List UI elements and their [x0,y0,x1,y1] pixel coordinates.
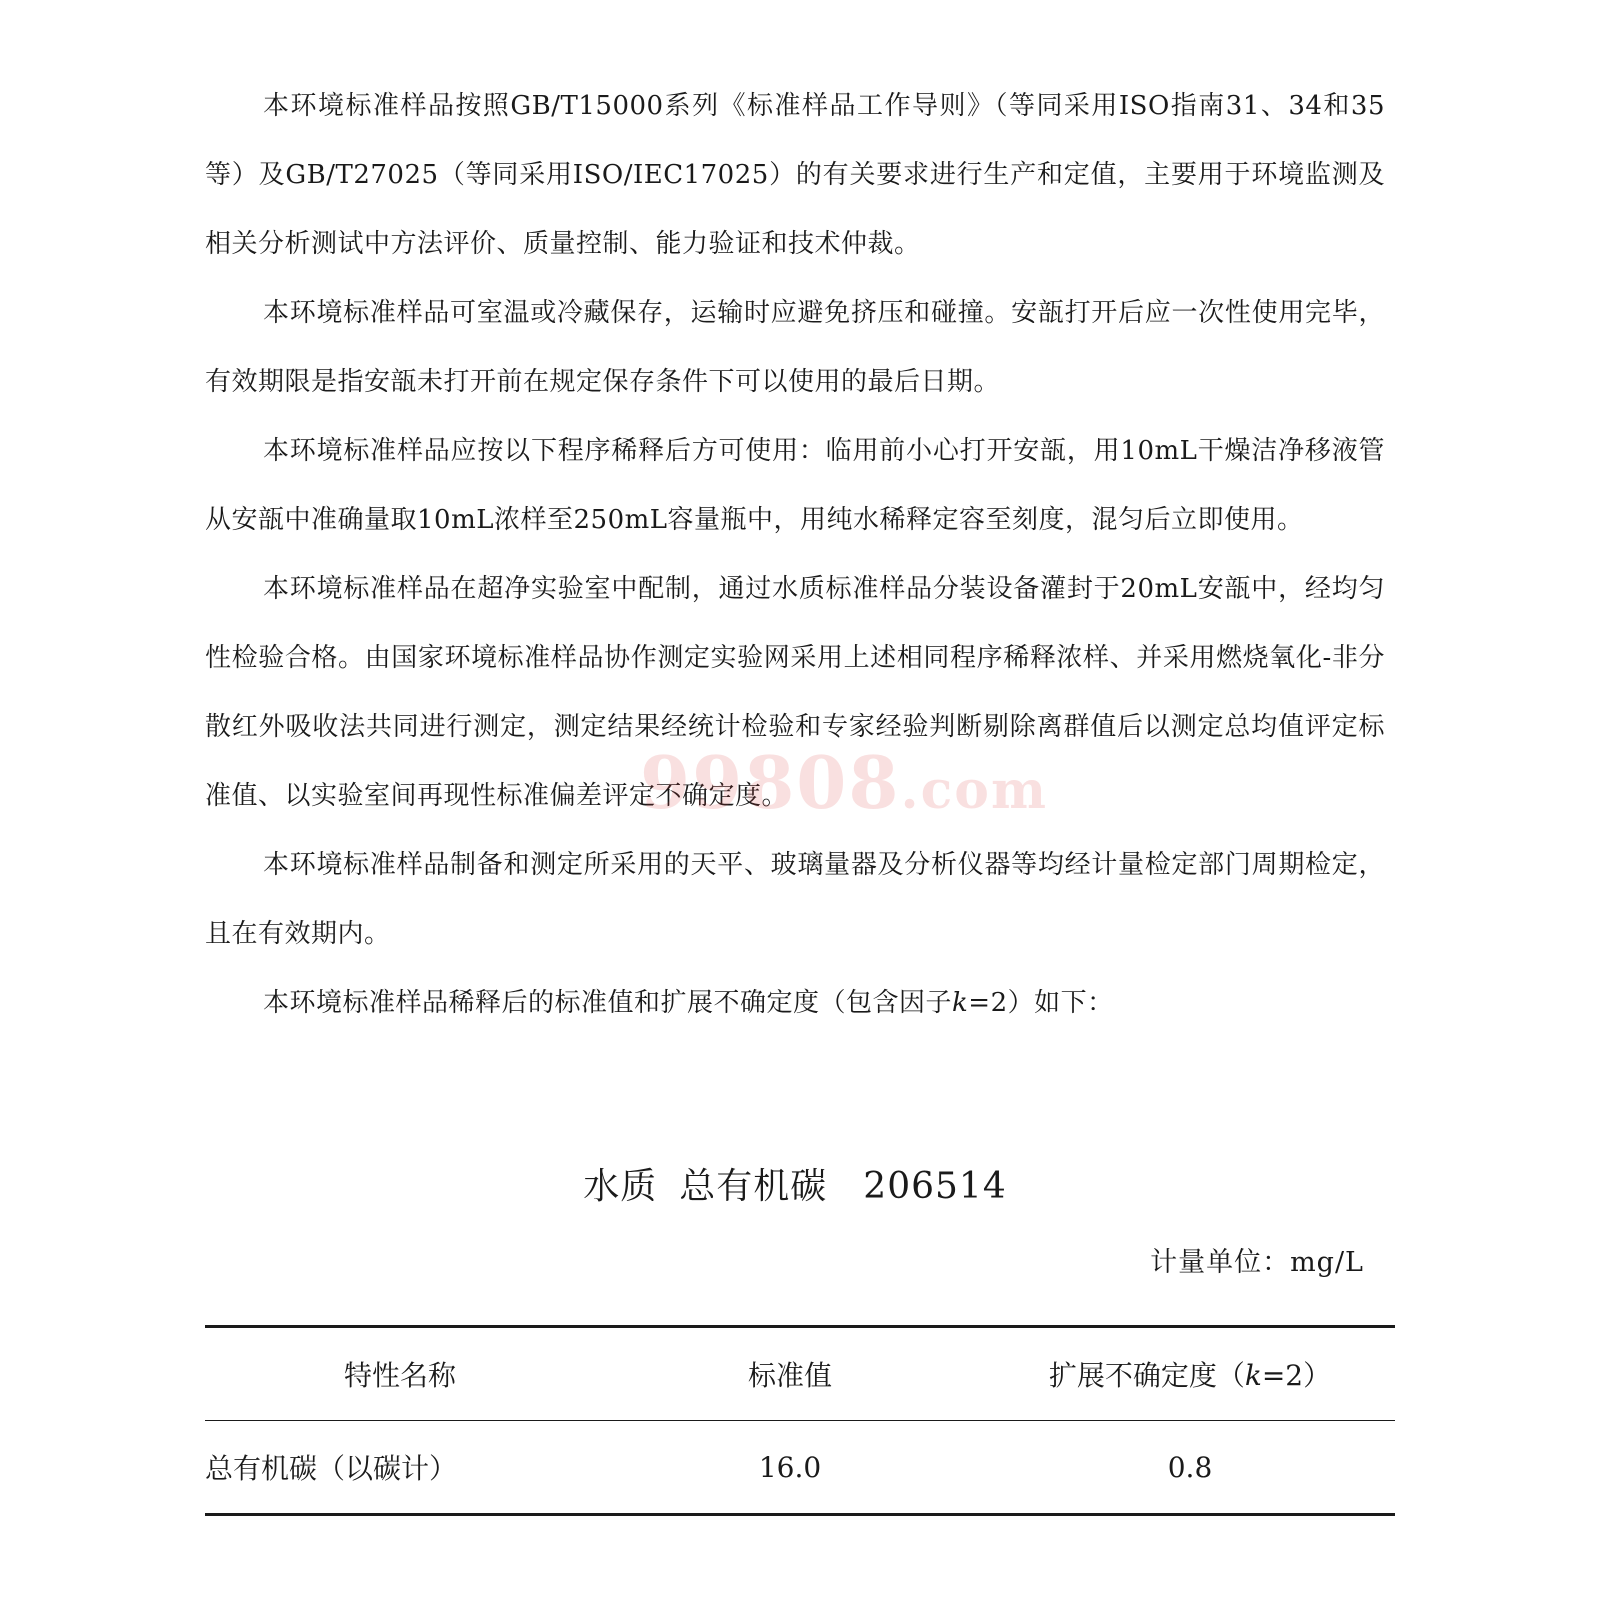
watermark-main: 99808 [640,740,901,825]
table-title [205,1158,1385,1209]
table-title-part2: 总有机碳 [679,1166,828,1207]
cell-value: 16.0 [758,1450,822,1484]
header-value: 标准值 [747,1359,832,1392]
cell-name: 总有机碳（以碳计） [205,1452,458,1485]
cell-uncertainty: 0.8 [1167,1450,1213,1484]
paragraph-calibration: 本环境标准样品制备和测定所采用的天平、玻璃量器及分析仪器等均经计量检定部门周期检定，且在有效期内。 [205,850,1385,949]
values-table [205,1325,1395,1516]
paragraph-values-intro [205,969,1385,1038]
document-body [205,72,1385,1038]
intro-after: =2）如下： [968,988,1114,1018]
paragraph-standards: 本环境标准样品按照GB/T15000系列《标准样品工作导则》（等同采用ISO指南31、34和35等）及GB/T27025（等同采用ISO/IEC17025）的有关要求进行生产和定值，主要用于环境监测及相关分析测试中方法评价、质量控制、能力验证和技术仲裁。 [205,91,1385,259]
intro-k: k [952,988,969,1018]
table-row [205,1421,1395,1515]
header-uncertainty-prefix: 扩展不确定度（ [1048,1359,1245,1392]
table-title-part3: 206514 [863,1166,1007,1207]
header-uncertainty-suffix: =2） [1261,1359,1332,1392]
paragraph-storage: 本环境标准样品可室温或冷藏保存，运输时应避免挤压和碰撞。安瓿打开后应一次性使用完毕，有效期限是指安瓿未打开前在规定保存条件下可以使用的最后日期。 [205,298,1385,397]
intro-before: 本环境标准样品稀释后的标准值和扩展不确定度（包含因子 [263,988,953,1018]
paragraph-dilution: 本环境标准样品应按以下程序稀释后方可使用：临用前小心打开安瓿，用10mL干燥洁净移液管从安瓿中准确量取10mL浓样至250mL容量瓶中，用纯水稀释定容至刻度，混匀后立即使用。 [205,436,1385,535]
watermark-suffix: .com [900,760,1048,821]
header-uncertainty [985,1327,1395,1421]
table-title-part1: 水质 [583,1166,658,1207]
paragraph-preparation: 本环境标准样品在超净实验室中配制，通过水质标准样品分装设备灌封于20mL安瓿中，经均匀性检验合格。由国家环境标准样品协作测定实验网采用上述相同程序稀释浓样、并采用燃烧氧化-非分散红外吸收法共同进行测定，测定结果经统计检验和专家经验判断剔除离群值后以测定总均值评定标准值、以实验室间再现性标准偏差评定不确定度。 [205,574,1385,811]
table-header-row [205,1327,1395,1421]
unit-label: 计量单位：mg/L [1150,1247,1364,1278]
header-uncertainty-k: k [1244,1359,1262,1392]
header-name: 特性名称 [343,1359,456,1392]
